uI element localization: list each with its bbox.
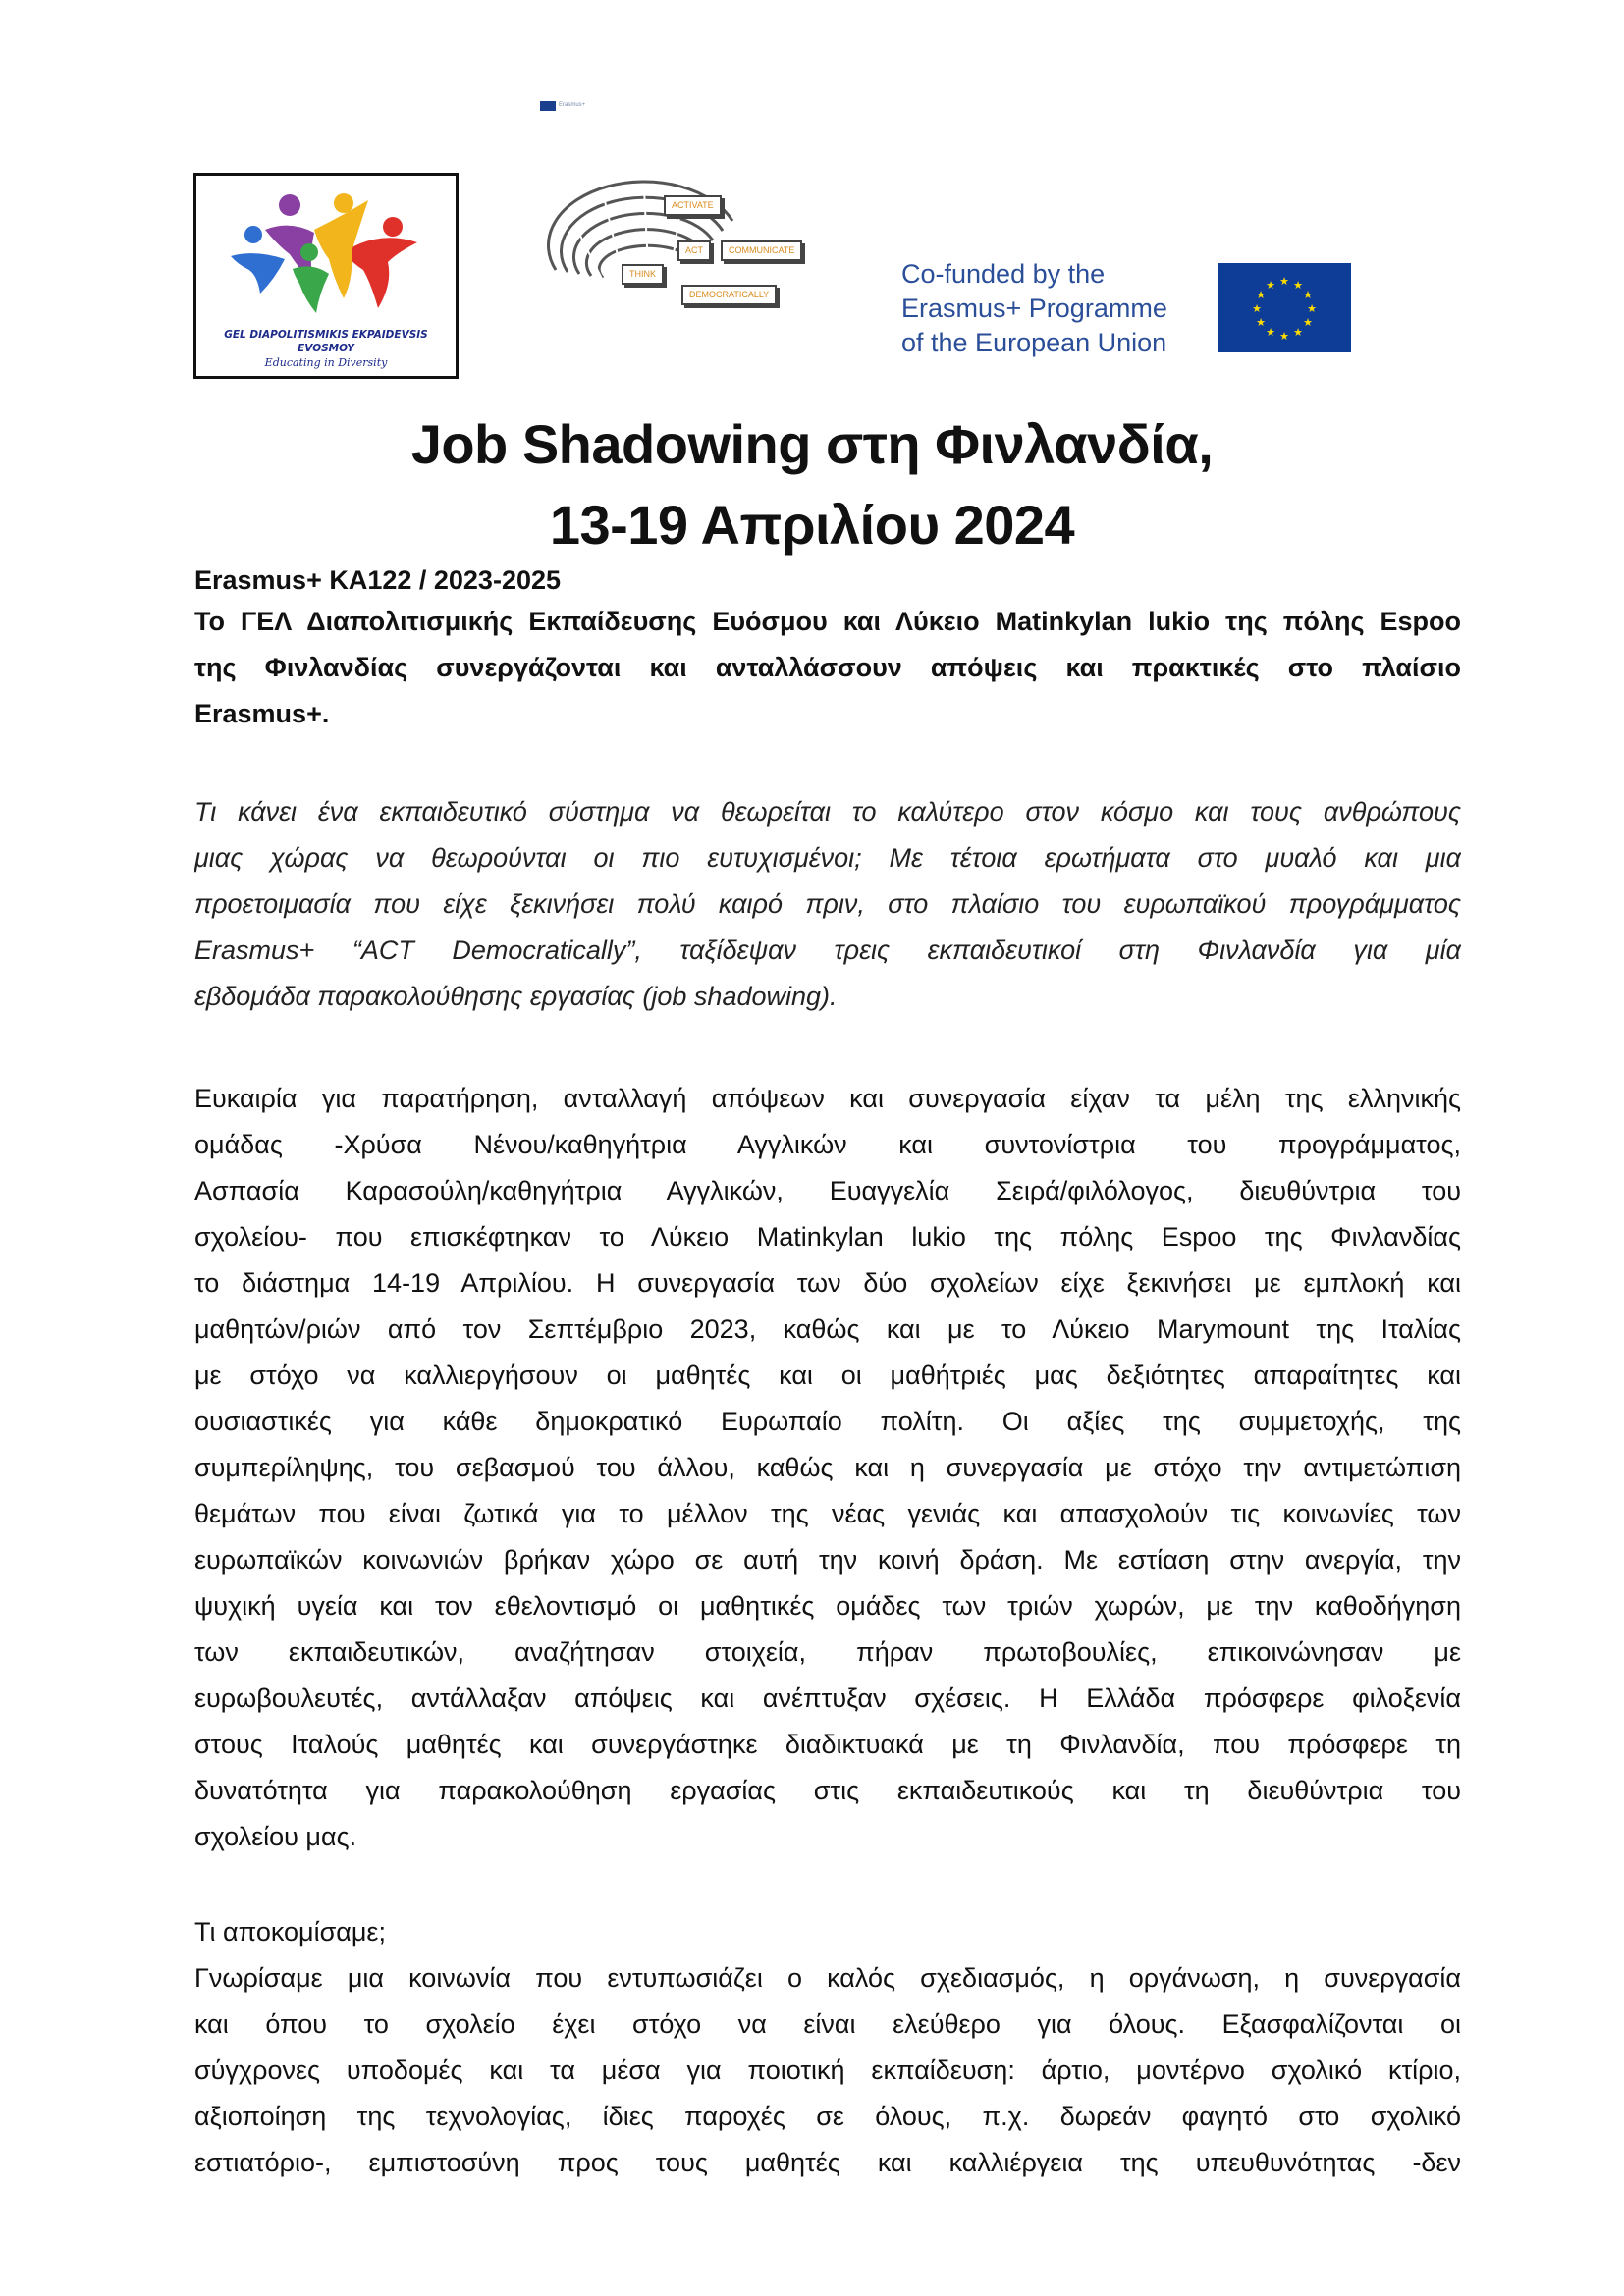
paragraph-line: Ασπασία Καρασούλη/καθηγήτρια Αγγλικών, Ευαγγελία Σειρά/φιλόλογος, διευθύντρια του [194, 1176, 1461, 1205]
paragraph-line: εβδομάδα παρακολούθησης εργασίας (job shadowing). [194, 982, 838, 1011]
paragraph-line: Ευκαιρία για παρατήρηση, ανταλλαγή απόψεων και συνεργασία είχαν τα μέλη της ελληνικής [194, 1084, 1461, 1113]
paragraph-line: ομάδας -Χρύσα Νένου/καθηγήτρια Αγγλικών και συντονίστρια του προγράμματος, [194, 1130, 1461, 1159]
paragraph-line: δυνατότητα για παρακολούθηση εργασίας στις εκπαιδευτικούς και τη διευθύντρια του [194, 1776, 1461, 1805]
think-box: THINK [622, 264, 664, 285]
communicate-box: COMMUNICATE [721, 240, 802, 261]
svg-text:★: ★ [1307, 302, 1317, 315]
paragraph-line: σχολείου- που επισκέφτηκαν το Λύκειο Matinkylan lukio της πόλης Espoo της Φινλανδίας [194, 1222, 1461, 1252]
paragraph-line: των εκπαιδευτικών, αναζήτησαν στοιχεία, πήραν πρωτοβουλίες, επικοινώνησαν με [194, 1637, 1461, 1667]
intro-block [194, 561, 1461, 737]
svg-text:★: ★ [1256, 316, 1266, 329]
paragraph-line: Τι κάνει ένα εκπαιδευτικό σύστημα να θεωρείται το καλύτερο στον κόσμο και τους ανθρώπους [194, 797, 1461, 827]
intro-line: της Φινλανδίας συνεργάζονται και ανταλλάσσουν απόψεις και πρακτικές στο πλαίσιο [194, 653, 1461, 682]
erasmus-cofunded-text [901, 257, 1196, 360]
paragraph-line: εστιατόριο-, εμπιστοσύνη προς τους μαθητές και καλλιέργεια της υπευθυνότητας -δεν [194, 2148, 1461, 2177]
intro-line: Το ΓΕΛ Διαπολιτισμικής Εκπαίδευσης Ευόσμου και Λύκειο Matinkylan lukio της πόλης Espoo [194, 607, 1461, 636]
erasmus-line2: Erasmus+ Programme [901, 294, 1167, 323]
tiny-flag-icon [540, 101, 556, 111]
page-title-line2: 13-19 Απριλίου 2024 [549, 494, 1075, 556]
erasmus-line3: of the European Union [901, 328, 1167, 357]
svg-text:★: ★ [1279, 275, 1289, 288]
paragraph-line: σχολείου μας. [194, 1822, 357, 1851]
svg-text:★: ★ [1252, 302, 1262, 315]
svg-text:★: ★ [1293, 326, 1303, 339]
svg-text:★: ★ [1266, 279, 1275, 292]
paragraph-line: αξιοποίηση της τεχνολογίας, ίδιες παροχές σε όλους, π.χ. δωρεάν φαγητό στο σχολικό [194, 2102, 1461, 2131]
erasmus-line1: Co-funded by the [901, 259, 1106, 289]
program-code: Erasmus+ KA122 / 2023-2025 [194, 565, 562, 595]
svg-text:★: ★ [1279, 330, 1289, 343]
paragraph-line: και όπου το σχολείο έχει στόχο να είναι ελεύθερο για όλους. Εξασφαλίζονται οι [194, 2009, 1461, 2039]
eu-flag-icon [1218, 263, 1351, 352]
paragraph-line: ευρωπαϊκών κοινωνιών βρήκαν χώρο σε αυτή την κοινή δράση. Με εστίαση στην ανεργία, την [194, 1545, 1461, 1575]
democratically-box: DEMOCRATICALLY [681, 285, 777, 305]
paragraph-line: σύγχρονες υποδομές και τα μέσα για ποιοτική εκπαίδευση: άρτιο, μοντέρνο σχολικό κτίριο, [194, 2056, 1461, 2085]
people-figures-icon [196, 176, 456, 323]
svg-text:★: ★ [1293, 279, 1303, 292]
italic-paragraph [194, 789, 1461, 1020]
paragraph-line: θεμάτων που είναι ζωτικά για το μέλλον της νέας γενιάς και απασχολούν τις κοινωνίες των [194, 1499, 1461, 1528]
eu-stars-icon [1218, 263, 1351, 352]
svg-text:★: ★ [1303, 316, 1313, 329]
body-paragraph [194, 1076, 1461, 1860]
svg-text:★: ★ [1266, 326, 1275, 339]
paragraph-line: με στόχο να καλλιεργήσουν οι μαθητές και οι μαθήτριές μας δεξιότητες απαραίτητες και [194, 1361, 1461, 1390]
paragraph-line: μιας χώρας να θεωρούνται οι πιο ευτυχισμένοι; Με τέτοια ερωτήματα στο μυαλό και μια [194, 843, 1461, 873]
page-title-line1: Job Shadowing στη Φινλανδία, [410, 413, 1214, 475]
outcomes-section [194, 1909, 1461, 2186]
paragraph-line: συμπερίληψης, του σεβασμού του άλλου, καθώς και η συνεργασία με στόχο την αντιμετώπιση [194, 1453, 1461, 1482]
paragraph-line: μαθητών/ριών από τον Σεπτέμβριο 2023, καθώς και με το Λύκειο Marymount της Ιταλίας [194, 1314, 1461, 1344]
school-name-line2: EVOSMOY [298, 343, 354, 354]
paragraph-line: ουσιαστικές για κάθε δημοκρατικό Ευρωπαίο πολίτη. Οι αξίες της συμμετοχής, της [194, 1407, 1461, 1436]
svg-text:★: ★ [1256, 289, 1266, 301]
svg-text:★: ★ [1303, 289, 1313, 301]
act-democratically-logo [546, 162, 831, 329]
paragraph-line: ευρωβουλευτές, αντάλλαξαν απόψεις και ανέπτυξαν σχέσεις. Η Ελλάδα πρόσφερε φιλοξενία [194, 1683, 1461, 1713]
paragraph-line: ψυχική υγεία και τον εθελοντισμό οι μαθητικές ομάδες των τριών χωρών, με την καθοδήγηση [194, 1591, 1461, 1621]
intro-line: Erasmus+. [194, 699, 330, 728]
tiny-erasmus-flag [540, 101, 599, 111]
outcomes-question: Τι αποκομίσαμε; [194, 1917, 386, 1947]
school-logo [193, 173, 459, 379]
paragraph-line: το διάστημα 14-19 Απριλίου. Η συνεργασία των δύο σχολείων είχε ξεκινήσει με εμπλοκή και [194, 1268, 1461, 1298]
tiny-flag-text: Erasmus+ [559, 102, 586, 108]
paragraph-line: στους Ιταλούς μαθητές και συνεργάστηκε διαδικτυακά με τη Φινλανδία, που πρόσφερε τη [194, 1730, 1461, 1759]
paragraph-line: προετοιμασία που είχε ξεκινήσει πολύ καιρό πριν, στο πλαίσιο του ευρωπαϊκού προγράμματος [194, 889, 1461, 919]
act-box: ACT [677, 240, 711, 261]
paragraph-line: Erasmus+ “ACT Democratically”, ταξίδεψαν τρεις εκπαιδευτικοί στη Φινλανδία για μία [194, 935, 1461, 965]
school-motto: Educating in Diversity [264, 356, 388, 369]
activate-box: ACTIVATE [664, 195, 722, 216]
school-name-line1: GEL DIAPOLITISMIKIS EKPAIDEVSIS [224, 329, 428, 341]
paragraph-line: Γνωρίσαμε μια κοινωνία που εντυπωσιάζει ο καλός σχεδιασμός, η οργάνωση, η συνεργασία [194, 1963, 1461, 1993]
